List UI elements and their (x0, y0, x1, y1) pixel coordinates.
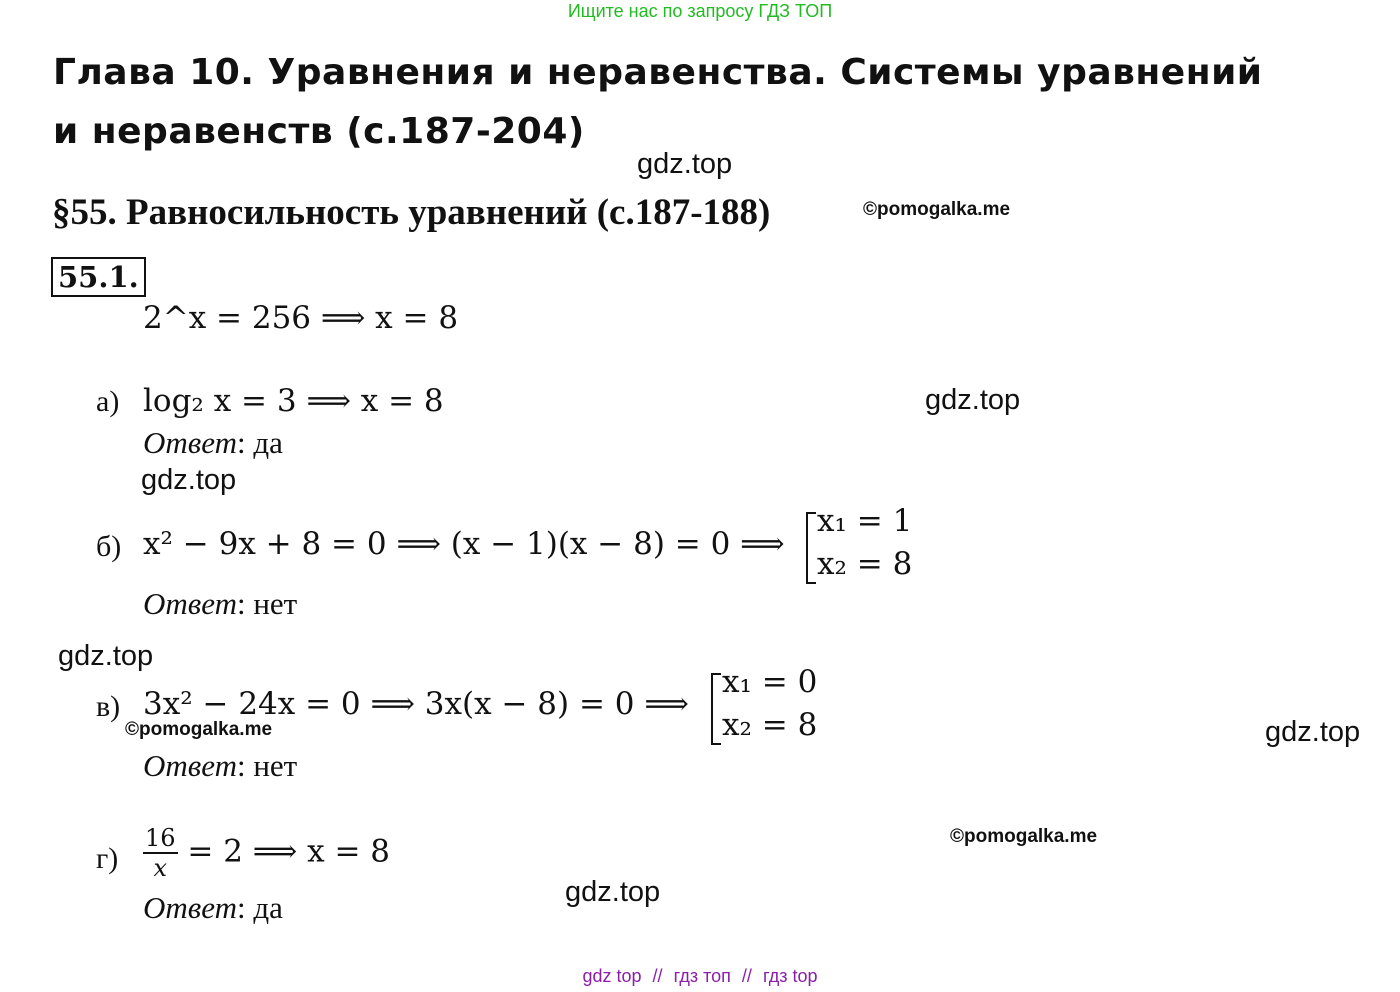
item-c-answer (143, 748, 297, 784)
answer-value: : нет (236, 748, 298, 783)
item-d-equation (143, 824, 390, 882)
watermark-gdz: gdz.top (565, 876, 661, 908)
fraction (143, 824, 178, 882)
watermark-pomogalka: ©pomogalka.me (125, 719, 273, 740)
footer-link-2[interactable]: гдз топ (673, 966, 731, 986)
system-bracket (711, 673, 721, 745)
answer-word: Ответ (143, 748, 237, 783)
fraction-numerator: 16 (145, 824, 176, 852)
chapter-title-line1: Глава 10. Уравнения и неравенства. Системы уравнений (53, 52, 1263, 93)
footer-links (0, 966, 1400, 987)
footer-separator: // (741, 966, 752, 986)
problem-number: 55.1. (51, 257, 146, 297)
footer-separator: // (652, 966, 663, 986)
answer-word: Ответ (143, 586, 237, 621)
watermark-pomogalka: ©pomogalka.me (863, 199, 1011, 220)
footer-link-3[interactable]: гдз top (762, 966, 818, 986)
answer-word: Ответ (143, 425, 237, 460)
watermark-pomogalka: ©pomogalka.me (950, 826, 1098, 847)
item-c-root-2: x₂ = 8 (722, 707, 818, 743)
item-b-equation: x² − 9x + 8 = 0 ⟹ (x − 1)(x − 8) = 0 ⟹ (143, 526, 785, 562)
watermark-gdz: gdz.top (637, 148, 733, 180)
item-c-equation: 3x² − 24x = 0 ⟹ 3x(x − 8) = 0 ⟹ (143, 686, 689, 722)
item-b-root-1: x₁ = 1 (817, 503, 913, 539)
banner-text: Ищите нас по запросу ГДЗ ТОП (567, 1, 833, 21)
item-b-answer (143, 586, 297, 622)
fraction-denominator: x (153, 854, 168, 882)
watermark-gdz: gdz.top (58, 640, 154, 672)
answer-value: : да (236, 425, 283, 460)
equation-rest: = 2 ⟹ x = 8 (187, 833, 390, 870)
item-b-root-2: x₂ = 8 (817, 546, 913, 582)
watermark-gdz: gdz.top (925, 384, 1021, 416)
item-b-label: б) (96, 530, 122, 563)
footer-link-1[interactable]: gdz top (582, 966, 642, 986)
item-a-label: а) (96, 385, 120, 418)
watermark-gdz: gdz.top (141, 464, 237, 496)
item-c-label: в) (96, 690, 121, 723)
section-title: §55. Равносильность уравнений (с.187-188) (52, 192, 771, 233)
item-a-equation: log₂ x = 3 ⟹ x = 8 (143, 383, 444, 419)
item-d-label: г) (96, 842, 119, 875)
answer-word: Ответ (143, 890, 237, 925)
intro-equation: 2^x = 256 ⟹ x = 8 (143, 300, 459, 336)
top-banner (0, 1, 1400, 22)
answer-value: : нет (236, 586, 298, 621)
item-c-root-1: x₁ = 0 (722, 664, 818, 700)
item-a-answer (143, 425, 283, 461)
system-bracket (806, 512, 816, 584)
item-d-answer (143, 890, 283, 926)
watermark-gdz: gdz.top (1265, 716, 1361, 748)
chapter-title-line2: и неравенств (с.187-204) (53, 111, 585, 152)
answer-value: : да (236, 890, 283, 925)
